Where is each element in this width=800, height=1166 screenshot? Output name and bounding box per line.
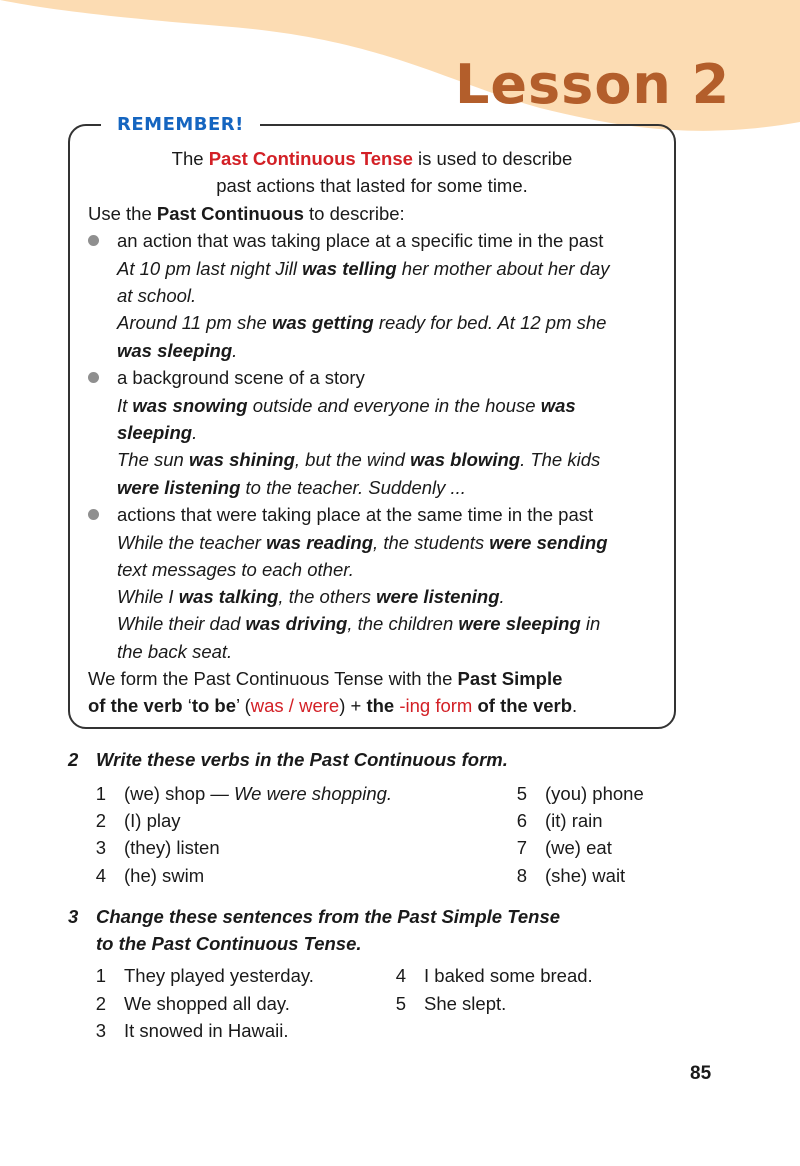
list-item-number: 7 bbox=[516, 837, 527, 858]
intro-line-2: past actions that lasted for some time. bbox=[216, 175, 528, 196]
list-item-number: 5 bbox=[395, 993, 406, 1014]
bullet-3-text: actions that were taking place at the same time in the past bbox=[117, 504, 594, 525]
list-item-number: 3 bbox=[95, 837, 106, 858]
example-6-line: While I was talking, the others were listening. bbox=[117, 586, 505, 607]
exercise-3-instruction-line-2: to the Past Continuous Tense. bbox=[96, 933, 362, 954]
list-item-number: 6 bbox=[516, 810, 527, 831]
form-line-1: We form the Past Continuous Tense with the Past Simple bbox=[88, 668, 563, 689]
exercise-3-number: 3 bbox=[68, 906, 79, 927]
example-3-line-2: sleeping. bbox=[117, 422, 198, 443]
page-number: 85 bbox=[690, 1063, 712, 1084]
list-item: (he) swim bbox=[124, 865, 205, 886]
list-item-number: 2 bbox=[95, 993, 106, 1014]
bullet-2-text: a background scene of a story bbox=[117, 367, 365, 388]
list-item: I baked some bread. bbox=[424, 965, 593, 986]
list-item-number: 4 bbox=[395, 965, 406, 986]
exercise-2-number: 2 bbox=[68, 749, 79, 770]
example-3-line-1: It was snowing outside and everyone in the house was bbox=[117, 395, 576, 416]
list-item-number: 4 bbox=[95, 865, 106, 886]
list-item: They played yesterday. bbox=[124, 965, 314, 986]
bullet-point bbox=[88, 509, 99, 520]
term-past-continuous-tense: Past Continuous Tense bbox=[208, 148, 413, 169]
list-item: (we) eat bbox=[545, 837, 612, 858]
form-line-2: of the verb ‘to be’ (was / were) + the -ing form of the verb. bbox=[88, 695, 578, 716]
example-1-line-2: at school. bbox=[117, 285, 197, 306]
example-2-line-2: was sleeping. bbox=[117, 340, 238, 361]
bullet-point bbox=[88, 235, 99, 246]
list-item: (you) phone bbox=[545, 783, 644, 804]
example-7-line-1: While their dad was driving, the children were sleeping in bbox=[117, 613, 601, 634]
list-item-number: 2 bbox=[95, 810, 106, 831]
intro-line-1: The Past Continuous Tense is used to describe bbox=[171, 148, 573, 169]
list-item: (she) wait bbox=[545, 865, 626, 886]
list-item: She slept. bbox=[424, 993, 507, 1014]
list-item: We shopped all day. bbox=[124, 993, 290, 1014]
lesson-title: Lesson 2 bbox=[455, 53, 731, 116]
list-item: (I) play bbox=[124, 810, 181, 831]
list-item-number: 3 bbox=[95, 1020, 106, 1041]
use-line: Use the Past Continuous to describe: bbox=[88, 203, 405, 224]
list-item-number: 8 bbox=[516, 865, 527, 886]
list-item-number: 1 bbox=[95, 965, 106, 986]
list-item-number: 1 bbox=[95, 783, 106, 804]
example-7-line-2: the back seat. bbox=[117, 641, 233, 662]
example-1-line-1: At 10 pm last night Jill was telling her mother about her day bbox=[117, 258, 610, 279]
exercise-3-instruction-line-1: Change these sentences from the Past Simple Tense bbox=[96, 906, 561, 927]
bullet-1-text: an action that was taking place at a specific time in the past bbox=[117, 230, 604, 251]
bullet-point bbox=[88, 372, 99, 383]
example-answer: — We were shopping. bbox=[205, 783, 393, 804]
remember-label: REMEMBER! bbox=[101, 112, 260, 138]
exercise-2-instruction: Write these verbs in the Past Continuous form. bbox=[96, 749, 508, 770]
list-item: (we) shop — We were shopping. bbox=[124, 783, 393, 804]
list-item-number: 5 bbox=[516, 783, 527, 804]
example-5-line-2: text messages to each other. bbox=[117, 559, 354, 580]
example-5-line-1: While the teacher was reading, the students were sending bbox=[117, 532, 608, 553]
example-4-line-1: The sun was shining, but the wind was blowing. The kids bbox=[117, 449, 601, 470]
list-item: (it) rain bbox=[545, 810, 603, 831]
example-4-line-2: were listening to the teacher. Suddenly ... bbox=[117, 477, 466, 498]
example-2-line-1: Around 11 pm she was getting ready for bed. At 12 pm she bbox=[117, 312, 607, 333]
list-item: (they) listen bbox=[124, 837, 220, 858]
list-item: It snowed in Hawaii. bbox=[124, 1020, 289, 1041]
